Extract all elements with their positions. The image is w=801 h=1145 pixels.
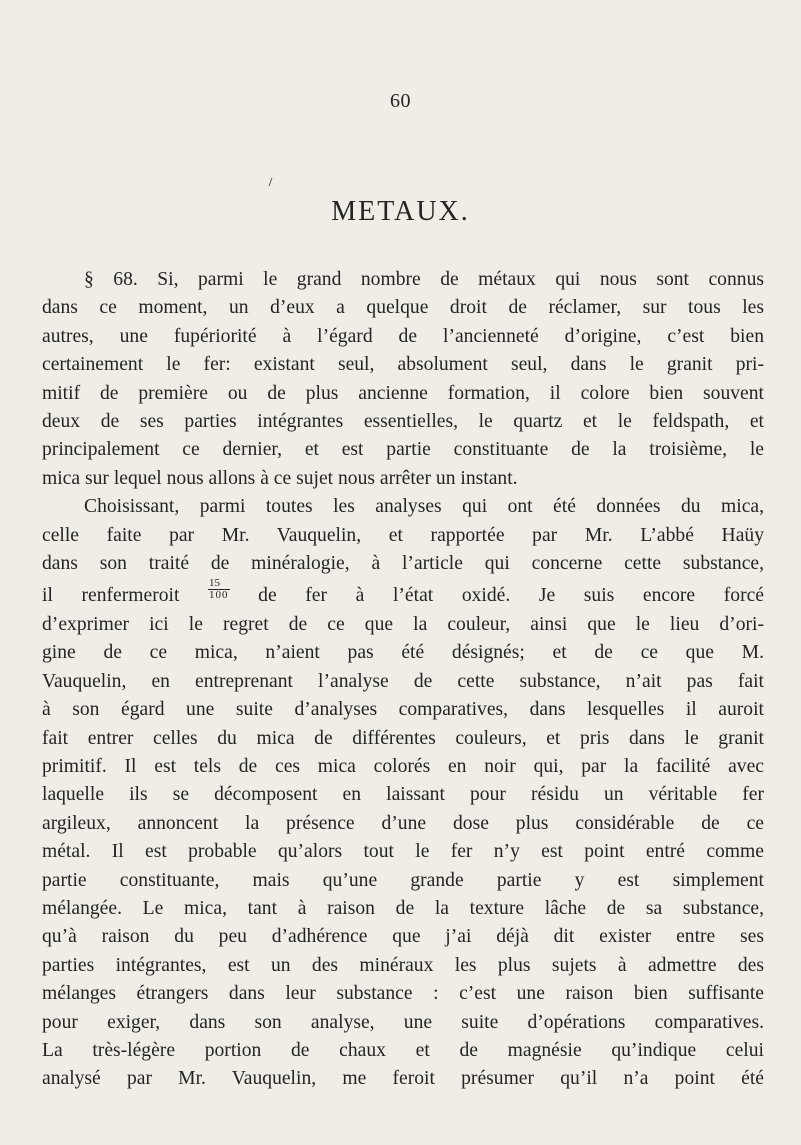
ink-speck (264, 178, 273, 186)
text-line: gine de ce mica, n’aient pas été désignés; et de ce que M. (42, 642, 764, 664)
text-line: celle faite par Mr. Vauquelin, et rapportée par Mr. L’abbé Haüy (42, 524, 764, 546)
text-line: certainement le fer: existant seul, absolument seul, dans le granit pri- (42, 354, 764, 376)
text-line: argileux, annoncent la présence d’une dose plus considérable de ce (42, 812, 764, 834)
text-line: analysé par Mr. Vauquelin, me feroit présumer qu’il n’a point été (42, 1068, 764, 1090)
text-line: qu’à raison du peu d’adhérence que j’ai déjà dit exister entre ses (42, 926, 764, 948)
fraction-denominator: 100 (209, 589, 229, 602)
text-fragment: de fer à l’état oxidé. Je suis encore forcé (258, 585, 764, 607)
text-line: dans son traité de minéralogie, à l’article qui concerne cette substance, (42, 553, 764, 575)
text-line: Choisissant, parmi toutes les analyses qui ont été données du mica, (84, 496, 764, 518)
text-line: Vauquelin, en entreprenant l’analyse de cette substance, n’ait pas fait (42, 670, 764, 692)
text-line: partie constituante, mais qu’une grande partie y est simplement (42, 869, 764, 891)
text-line: mélanges étrangers dans leur substance : c’est une raison bien suffisante (42, 983, 764, 1005)
text-line: autres, une fupériorité à l’égard de l’ancienneté d’origine, c’est bien (42, 325, 764, 347)
text-line: à son égard une suite d’analyses comparatives, dans lesquelles il auroit (42, 699, 764, 721)
text-line: laquelle ils se décomposent en laissant pour résidu un véritable fer (42, 784, 764, 806)
text-line: pour exiger, dans son analyse, une suite d’opérations comparatives. (42, 1011, 764, 1033)
text-line: d’exprimer ici le regret de ce que la couleur, ainsi que le lieu d’ori- (42, 613, 764, 635)
text-line: principalement ce dernier, et est partie constituante de la troisième, le (42, 439, 764, 461)
text-line-with-fraction (42, 578, 764, 610)
text-fragment: il renfermeroit (42, 585, 180, 607)
fraction-numerator: 15 (208, 578, 230, 590)
paragraph-2 (42, 493, 764, 1094)
text-line: dans ce moment, un d’eux a quelque droit de réclamer, sur tous les (42, 297, 764, 319)
page-number: 60 (390, 90, 411, 112)
text-line: mitif de première ou de plus ancienne formation, il colore bien souvent (42, 382, 764, 404)
paragraph-1 (42, 266, 764, 493)
text-line: mélangée. Le mica, tant à raison de la texture lâche de sa substance, (42, 897, 764, 919)
text-line: parties intégrantes, est un des minéraux les plus sujets à admettre des (42, 954, 764, 976)
text-line: fait entrer celles du mica de différentes couleurs, et pris dans le granit (42, 727, 764, 749)
text-line: primitif. Il est tels de ces mica colorés en noir qui, par la facilité avec (42, 755, 764, 777)
text-line: métal. Il est probable qu’alors tout le fer n’y est point entré comme (42, 841, 764, 863)
text-line: mica sur lequel nous allons à ce sujet nous arrêter un instant. (42, 467, 518, 489)
text-line: deux de ses parties intégrantes essentielles, le quartz et le feldspath, et (42, 411, 764, 433)
body-text (42, 266, 764, 1094)
fraction (208, 578, 230, 601)
text-line: La très-légère portion de chaux et de magnésie qu’indique celui (42, 1039, 764, 1061)
text-line: § 68. Si, parmi le grand nombre de métaux qui nous sont connus (84, 269, 764, 290)
chapter-title: METAUX. (331, 196, 470, 227)
